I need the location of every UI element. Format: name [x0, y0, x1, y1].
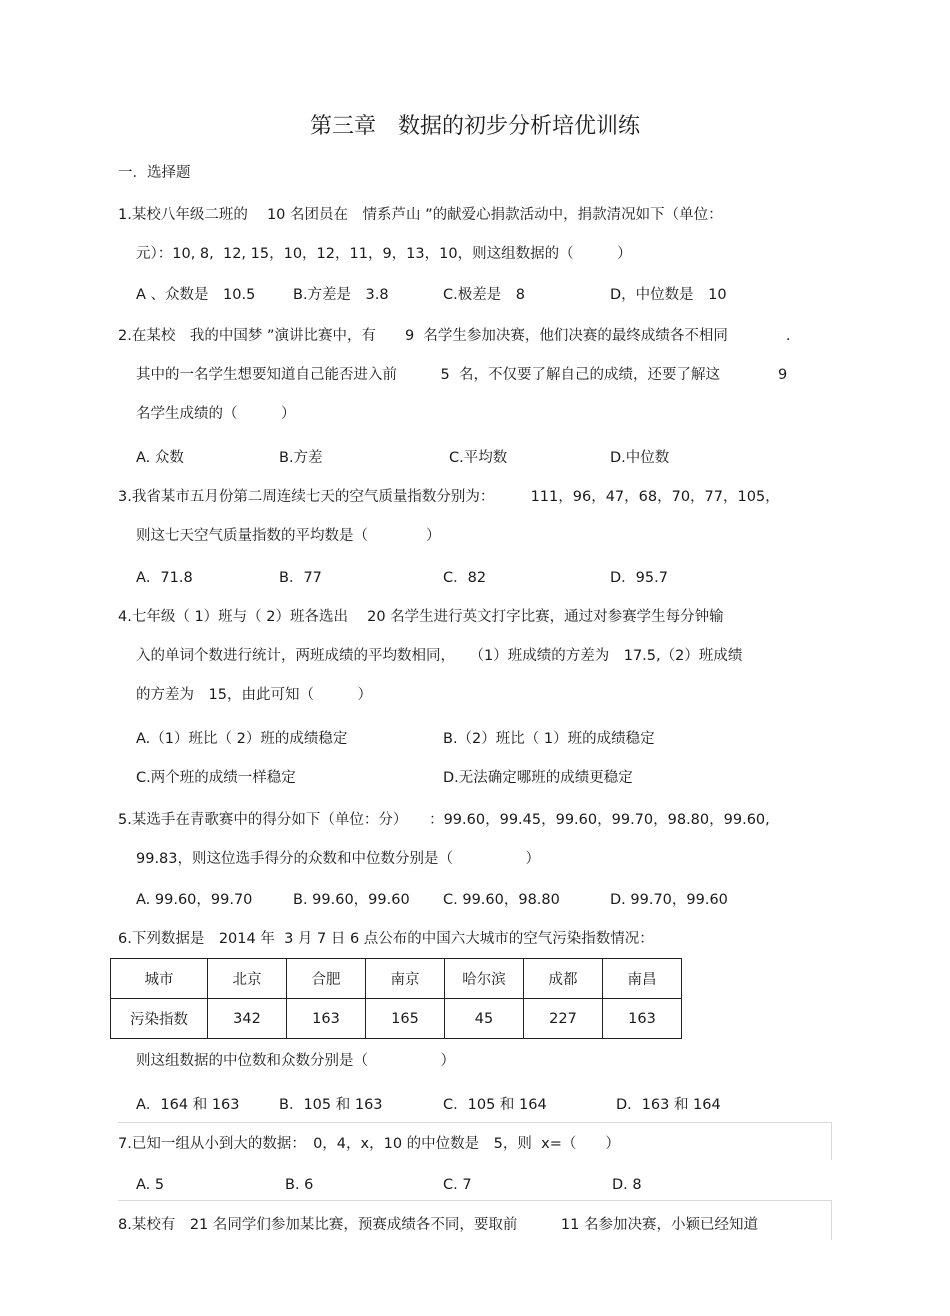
- q6-option-c: C．105 和 164: [443, 1097, 547, 1113]
- q4-stem-line-1: 4.七年级（ 1）班与（ 2）班各选出 20 名学生进行英文打字比赛，通过对参赛学生每分钟输: [118, 609, 724, 625]
- scan-edge-line: [831, 1122, 832, 1160]
- table-cell: 163: [287, 999, 366, 1039]
- q1-option-c: C.极差是 8: [443, 287, 525, 303]
- q3-stem-line-2: 则这七天空气质量指数的平均数是（ ）: [136, 528, 441, 544]
- q6-stem: 6.下列数据是 2014 年 3 月 7 日 6 点公布的中国六大城市的空气污染指数情况：: [118, 931, 654, 947]
- table-header-cell: 合肥: [287, 959, 366, 999]
- q6-option-d: D．163 和 164: [616, 1097, 721, 1113]
- table-cell: 污染指数: [111, 999, 208, 1039]
- table-header-cell: 城市: [111, 959, 208, 999]
- q3-stem-line-1: 3.我省某市五月份第二周连续七天的空气质量指数分别为： 111，96，47，68，70，77，105，: [118, 489, 780, 505]
- scan-edge-line: [118, 1122, 832, 1123]
- q5-stem-line-2: 99.83，则这位选手得分的众数和中位数分别是（ ）: [136, 851, 541, 867]
- q3-option-d: D．95.7: [610, 570, 668, 586]
- q4-option-a: A.（1）班比（ 2）班的成绩稳定: [136, 731, 348, 747]
- page-title: 第三章 数据的初步分析培优训练: [309, 114, 640, 139]
- q2-option-b: B.方差: [279, 450, 323, 466]
- q5-stem-line-1: 5.某选手在青歌赛中的得分如下（单位：分） ：99.60，99.45，99.60，99.70，98.80，99.60,: [118, 812, 770, 828]
- section-heading: 一．选择题: [118, 165, 191, 181]
- q7-option-d: D. 8: [612, 1177, 642, 1193]
- q5-option-b: B. 99.60，99.60: [293, 892, 410, 908]
- q1-stem-line-2: 元）：10, 8, 12, 15，10，12，11，9，13，10，则这组数据的（ ）: [136, 246, 632, 262]
- q2-option-c: C.平均数: [449, 450, 508, 466]
- q6-question: 则这组数据的中位数和众数分别是（ ）: [136, 1053, 455, 1069]
- q4-option-b: B.（2）班比（ 1）班的成绩稳定: [443, 731, 655, 747]
- q1-stem-line-1: 1.某校八年级二班的 10 名团员在 情系芦山 ”的献爱心捐款活动中，捐款清况如下（单位：: [118, 207, 723, 223]
- q2-option-d: D.中位数: [610, 450, 670, 466]
- q3-option-b: B．77: [279, 570, 322, 586]
- table-cell: 45: [445, 999, 524, 1039]
- q4-option-c: C.两个班的成绩一样稳定: [136, 770, 296, 786]
- q7-option-b: B. 6: [285, 1177, 314, 1193]
- q4-stem-line-3: 的方差为 15，由此可知（ ）: [136, 687, 372, 703]
- q7-option-c: C. 7: [443, 1177, 472, 1193]
- q5-option-a: A. 99.60，99.70: [136, 892, 253, 908]
- q6-option-b: B．105 和 163: [279, 1097, 383, 1113]
- q1-option-a: A 、众数是 10.5: [136, 287, 256, 303]
- q1-option-d: D，中位数是 10: [610, 287, 727, 303]
- table-cell: 165: [366, 999, 445, 1039]
- table-header-cell: 成都: [524, 959, 603, 999]
- scan-edge-line: [118, 1200, 832, 1201]
- q3-option-c: C．82: [443, 570, 487, 586]
- table-row: [111, 959, 682, 999]
- q4-stem-line-2: 入的单词个数进行统计，两班成绩的平均数相同， （1）班成绩的方差为 17.5,（2）班成绩: [136, 648, 743, 664]
- table-row: [111, 999, 682, 1039]
- table-header-cell: 南京: [366, 959, 445, 999]
- q5-option-d: D. 99.70，99.60: [610, 892, 728, 908]
- q2-option-a: A. 众数: [136, 450, 184, 466]
- pollution-table: [110, 958, 682, 1039]
- table-header-cell: 北京: [208, 959, 287, 999]
- table-header-cell: 南昌: [603, 959, 682, 999]
- q1-option-b: B.方差是 3.8: [293, 287, 389, 303]
- table-cell: 227: [524, 999, 603, 1039]
- q4-option-d: D.无法确定哪班的成绩更稳定: [443, 770, 633, 786]
- table-header-cell: 哈尔滨: [445, 959, 524, 999]
- q2-stem-line-1: 2.在某校 我的中国梦 ”演讲比赛中，有 9 名学生参加决赛，他们决赛的最终成绩各不相同 .: [118, 328, 791, 344]
- q2-stem-line-2: 其中的一名学生想要知道自己能否进入前 5 名，不仅要了解自己的成绩，还要了解这 9: [136, 367, 788, 383]
- q8-stem-line-1: 8.某校有 21 名同学们参加某比赛，预赛成绩各不同，要取前 11 名参加决赛，小颖已经知道: [118, 1217, 758, 1233]
- scan-edge-line: [831, 1200, 832, 1240]
- q6-option-a: A．164 和 163: [136, 1097, 240, 1113]
- q7-option-a: A. 5: [136, 1177, 165, 1193]
- table-cell: 342: [208, 999, 287, 1039]
- table-cell: 163: [603, 999, 682, 1039]
- q2-stem-line-3: 名学生成绩的（ ）: [136, 406, 296, 422]
- q5-option-c: C. 99.60，98.80: [443, 892, 560, 908]
- q7-stem: 7.已知一组从小到大的数据： 0，4，x，10 的中位数是 5，则 x=（ ）: [118, 1136, 620, 1152]
- q3-option-a: A．71.8: [136, 570, 193, 586]
